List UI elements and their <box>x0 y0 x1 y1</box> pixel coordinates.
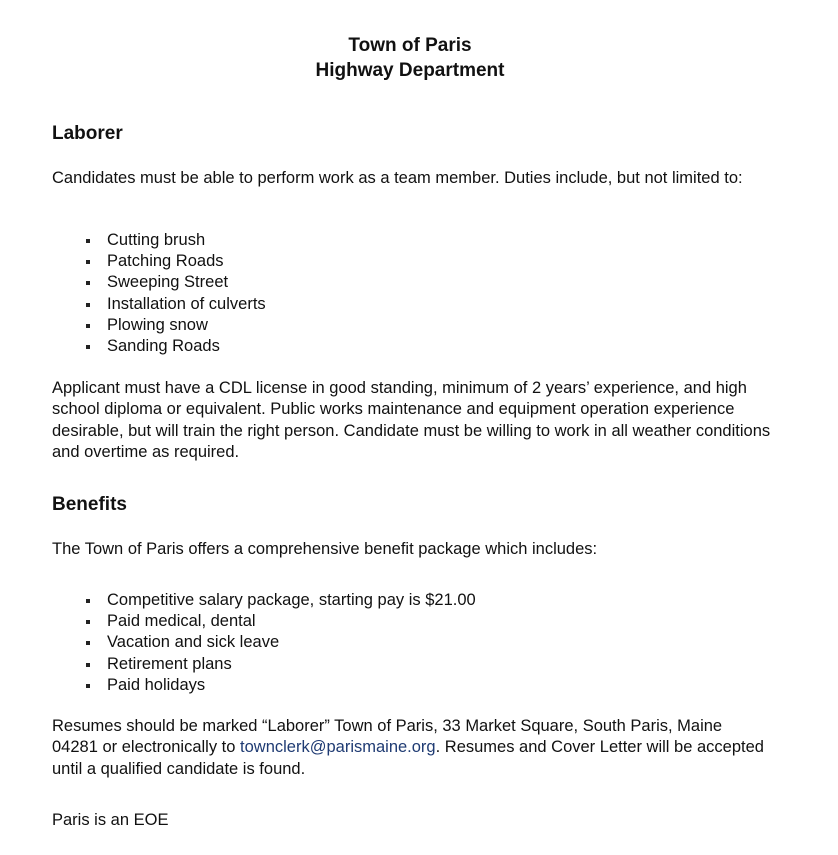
laborer-heading: Laborer <box>52 123 123 144</box>
bullet-icon <box>86 684 90 688</box>
laborer-requirements: Applicant must have a CDL license in good standing, minimum of 2 years’ experience, and high school diploma or equivalent. Public works maintenance and equipment operation experience desirable, but will train the right person. Candidate must be willing to work in all weather conditions and overtime as required. <box>52 379 771 461</box>
laborer-intro: Candidates must be able to perform work as a team member. Duties include, but not limited to: <box>52 169 743 187</box>
list-item: Installation of culverts <box>86 294 266 315</box>
bullet-icon <box>86 345 90 349</box>
benefits-heading: Benefits <box>52 494 127 515</box>
header-town-name: Town of Paris <box>348 35 472 56</box>
list-item: Patching Roads <box>86 251 266 272</box>
list-item: Paid holidays <box>86 675 476 696</box>
benefits-intro: The Town of Paris offers a comprehensive benefit package which includes: <box>52 540 598 558</box>
bullet-icon <box>86 303 90 307</box>
duties-list <box>86 230 266 357</box>
list-item: Competitive salary package, starting pay is $21.00 <box>86 590 476 611</box>
list-item: Sanding Roads <box>86 336 266 357</box>
list-item: Cutting brush <box>86 230 266 251</box>
bullet-icon <box>86 620 90 624</box>
bullet-icon <box>86 281 90 285</box>
bullet-icon <box>86 599 90 603</box>
bullet-icon <box>86 239 90 243</box>
list-item: Paid medical, dental <box>86 611 476 632</box>
header-department-name: Highway Department <box>315 60 505 81</box>
bullet-icon <box>86 663 90 667</box>
list-item: Plowing snow <box>86 315 266 336</box>
bullet-icon <box>86 641 90 645</box>
bullet-icon <box>86 324 90 328</box>
list-item: Sweeping Street <box>86 272 266 293</box>
benefits-list <box>86 590 476 696</box>
email-link[interactable]: townclerk@parismaine.org <box>240 738 436 757</box>
bullet-icon <box>86 260 90 264</box>
list-item: Vacation and sick leave <box>86 632 476 653</box>
document-header <box>0 33 820 83</box>
resumes-paragraph: Resumes should be marked “Laborer” Town of Paris, 33 Market Square, South Paris, Maine 04281 or electronically to townclerk@parismaine.org. Resumes and Cover Letter will be accepted until a qualified candidate is found. <box>52 717 764 778</box>
eoe-statement: Paris is an EOE <box>52 811 169 829</box>
list-item: Retirement plans <box>86 654 476 675</box>
